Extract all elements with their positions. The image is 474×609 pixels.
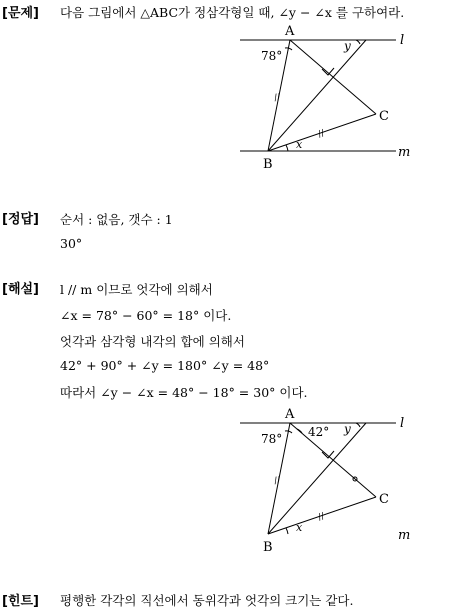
label-l: l xyxy=(400,33,405,48)
angle-arc-x xyxy=(286,145,288,151)
hint-text: 평행한 각각의 직선에서 동위각과 엇각의 크기는 같다. xyxy=(60,593,354,608)
solution-line-2: ∠x = 78° − 60° = 18° 이다. xyxy=(60,308,232,323)
problem-figure xyxy=(230,20,420,175)
label-l: l xyxy=(400,416,405,431)
label-y: y xyxy=(344,422,351,436)
solution-line-4: 42° + 90° + ∠y = 180° ∠y = 48° xyxy=(60,358,270,373)
label-m: m xyxy=(398,528,411,543)
label-78: 78° xyxy=(261,49,283,63)
label-c: C xyxy=(379,109,389,124)
answer-tag: [정답] xyxy=(2,212,39,227)
label-m: m xyxy=(398,145,411,160)
hint-tag: [힌트] xyxy=(2,594,39,609)
angle-arc-y xyxy=(356,423,360,427)
label-a: A xyxy=(285,407,295,422)
tick-bc: // xyxy=(316,511,327,524)
answer-line-1: 순서 : 없음, 갯수 : 1 xyxy=(60,212,173,227)
solution-line-1: l // m 이므로 엇각에 의해서 xyxy=(60,282,213,297)
tick-ab: // xyxy=(273,475,282,487)
angle-arc-y xyxy=(356,40,360,44)
answer-line-2: 30° xyxy=(60,236,83,251)
problem-text: 다음 그림에서 △ABC가 정삼각형일 때, ∠y − ∠x 를 구하여라. xyxy=(60,5,405,20)
label-x: x xyxy=(296,521,303,534)
tick-ab: // xyxy=(273,92,282,104)
label-78: 78° xyxy=(261,432,283,446)
label-b: B xyxy=(263,157,273,172)
label-b: B xyxy=(263,540,273,555)
label-42: 42° xyxy=(308,425,330,439)
problem-tag: [문제] xyxy=(2,6,39,21)
angle-arc-42 xyxy=(297,429,302,433)
tick-bc: // xyxy=(316,128,327,141)
solution-tag: [해설] xyxy=(2,282,39,297)
solution-line-3: 엇각과 삼각형 내각의 합에 의해서 xyxy=(60,334,245,349)
angle-arc-x xyxy=(286,528,288,534)
label-c: C xyxy=(379,492,389,507)
solution-line-5: 따라서 ∠y − ∠x = 48° − 18° = 30° 이다. xyxy=(60,385,308,400)
solution-figure xyxy=(230,403,420,558)
label-y: y xyxy=(344,39,351,53)
label-x: x xyxy=(296,138,303,151)
label-a: A xyxy=(285,24,295,39)
